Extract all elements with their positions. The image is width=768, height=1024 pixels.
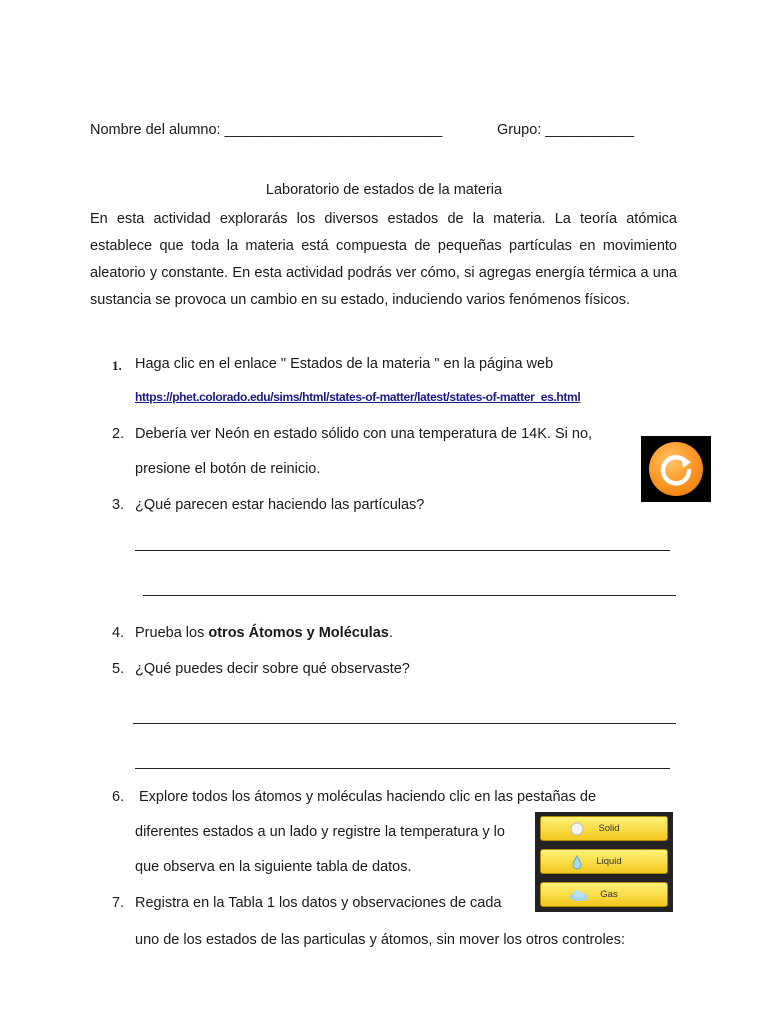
item-number: 1.: [112, 358, 122, 373]
page-title: Laboratorio de estados de la materia: [265, 182, 503, 198]
tab-gas: [540, 882, 668, 907]
item-2-line-1: Debería ver Neón en estado sólido con una temperatura de 14K. Si no,: [135, 426, 593, 442]
student-name-field[interactable]: Nombre del alumno: ___________________________: [90, 122, 443, 138]
item-4-bold: otros Átomos y Moléculas: [208, 625, 389, 641]
phet-link[interactable]: https://phet.colorado.edu/sims/html/states-of-matter/latest/states-of-matter_es.html: [135, 390, 581, 404]
item-number: 3.: [112, 497, 125, 513]
item-number: 7.: [112, 895, 125, 911]
answer-line[interactable]: [135, 550, 670, 551]
item-number: 5.: [112, 661, 125, 677]
group-field[interactable]: Grupo: ___________: [497, 122, 635, 138]
item-number: 6.: [112, 789, 125, 805]
item-number: 4.: [112, 625, 125, 641]
item-4-text: [135, 625, 393, 641]
tab-liquid: [540, 849, 668, 874]
item-4-suffix: .: [388, 625, 393, 641]
reset-button-image: [641, 436, 711, 502]
reset-icon: [649, 442, 703, 496]
item-6-line-1: Explore todos los átomos y moléculas haciendo clic en las pestañas de: [139, 789, 597, 805]
state-tabs-image: [535, 812, 673, 912]
item-1-text: Haga clic en el enlace " Estados de la materia " en la página web: [135, 356, 554, 372]
item-number: 2.: [112, 426, 125, 442]
item-6-line-2: diferentes estados a un lado y registre la temperatura y lo: [135, 824, 505, 840]
tab-label: Liquid: [596, 856, 622, 867]
tab-label: Gas: [600, 889, 618, 900]
intro-paragraph: En esta actividad explorarás los diversos estados de la materia. La teoría atómica establece que toda la materia está compuesta de pequeñas partículas en movimiento aleatorio y constante. En esta actividad podrás ver cómo, si agregas energía térmica a una sustancia se provoca un cambio en su estado, induciendo varios fenómenos físicos.: [90, 211, 677, 308]
header: [90, 122, 690, 142]
item-2-line-2: presione el botón de reinicio.: [135, 461, 321, 477]
answer-line[interactable]: [133, 723, 676, 724]
item-4-prefix: Prueba los: [135, 625, 209, 641]
answer-line[interactable]: [135, 768, 670, 769]
item-6-line-3: que observa en la siguiente tabla de datos.: [135, 859, 412, 875]
answer-line[interactable]: [143, 595, 676, 596]
item-7-line-2: uno de los estados de las particulas y átomos, sin mover los otros controles:: [135, 932, 626, 948]
item-5-text: ¿Qué puedes decir sobre qué observaste?: [135, 661, 410, 677]
item-3-text: ¿Qué parecen estar haciendo las partículas?: [135, 497, 425, 513]
tab-label: Solid: [598, 823, 620, 834]
tab-solid: [540, 816, 668, 841]
item-7-line-1: Registra en la Tabla 1 los datos y observaciones de cada: [135, 895, 502, 911]
